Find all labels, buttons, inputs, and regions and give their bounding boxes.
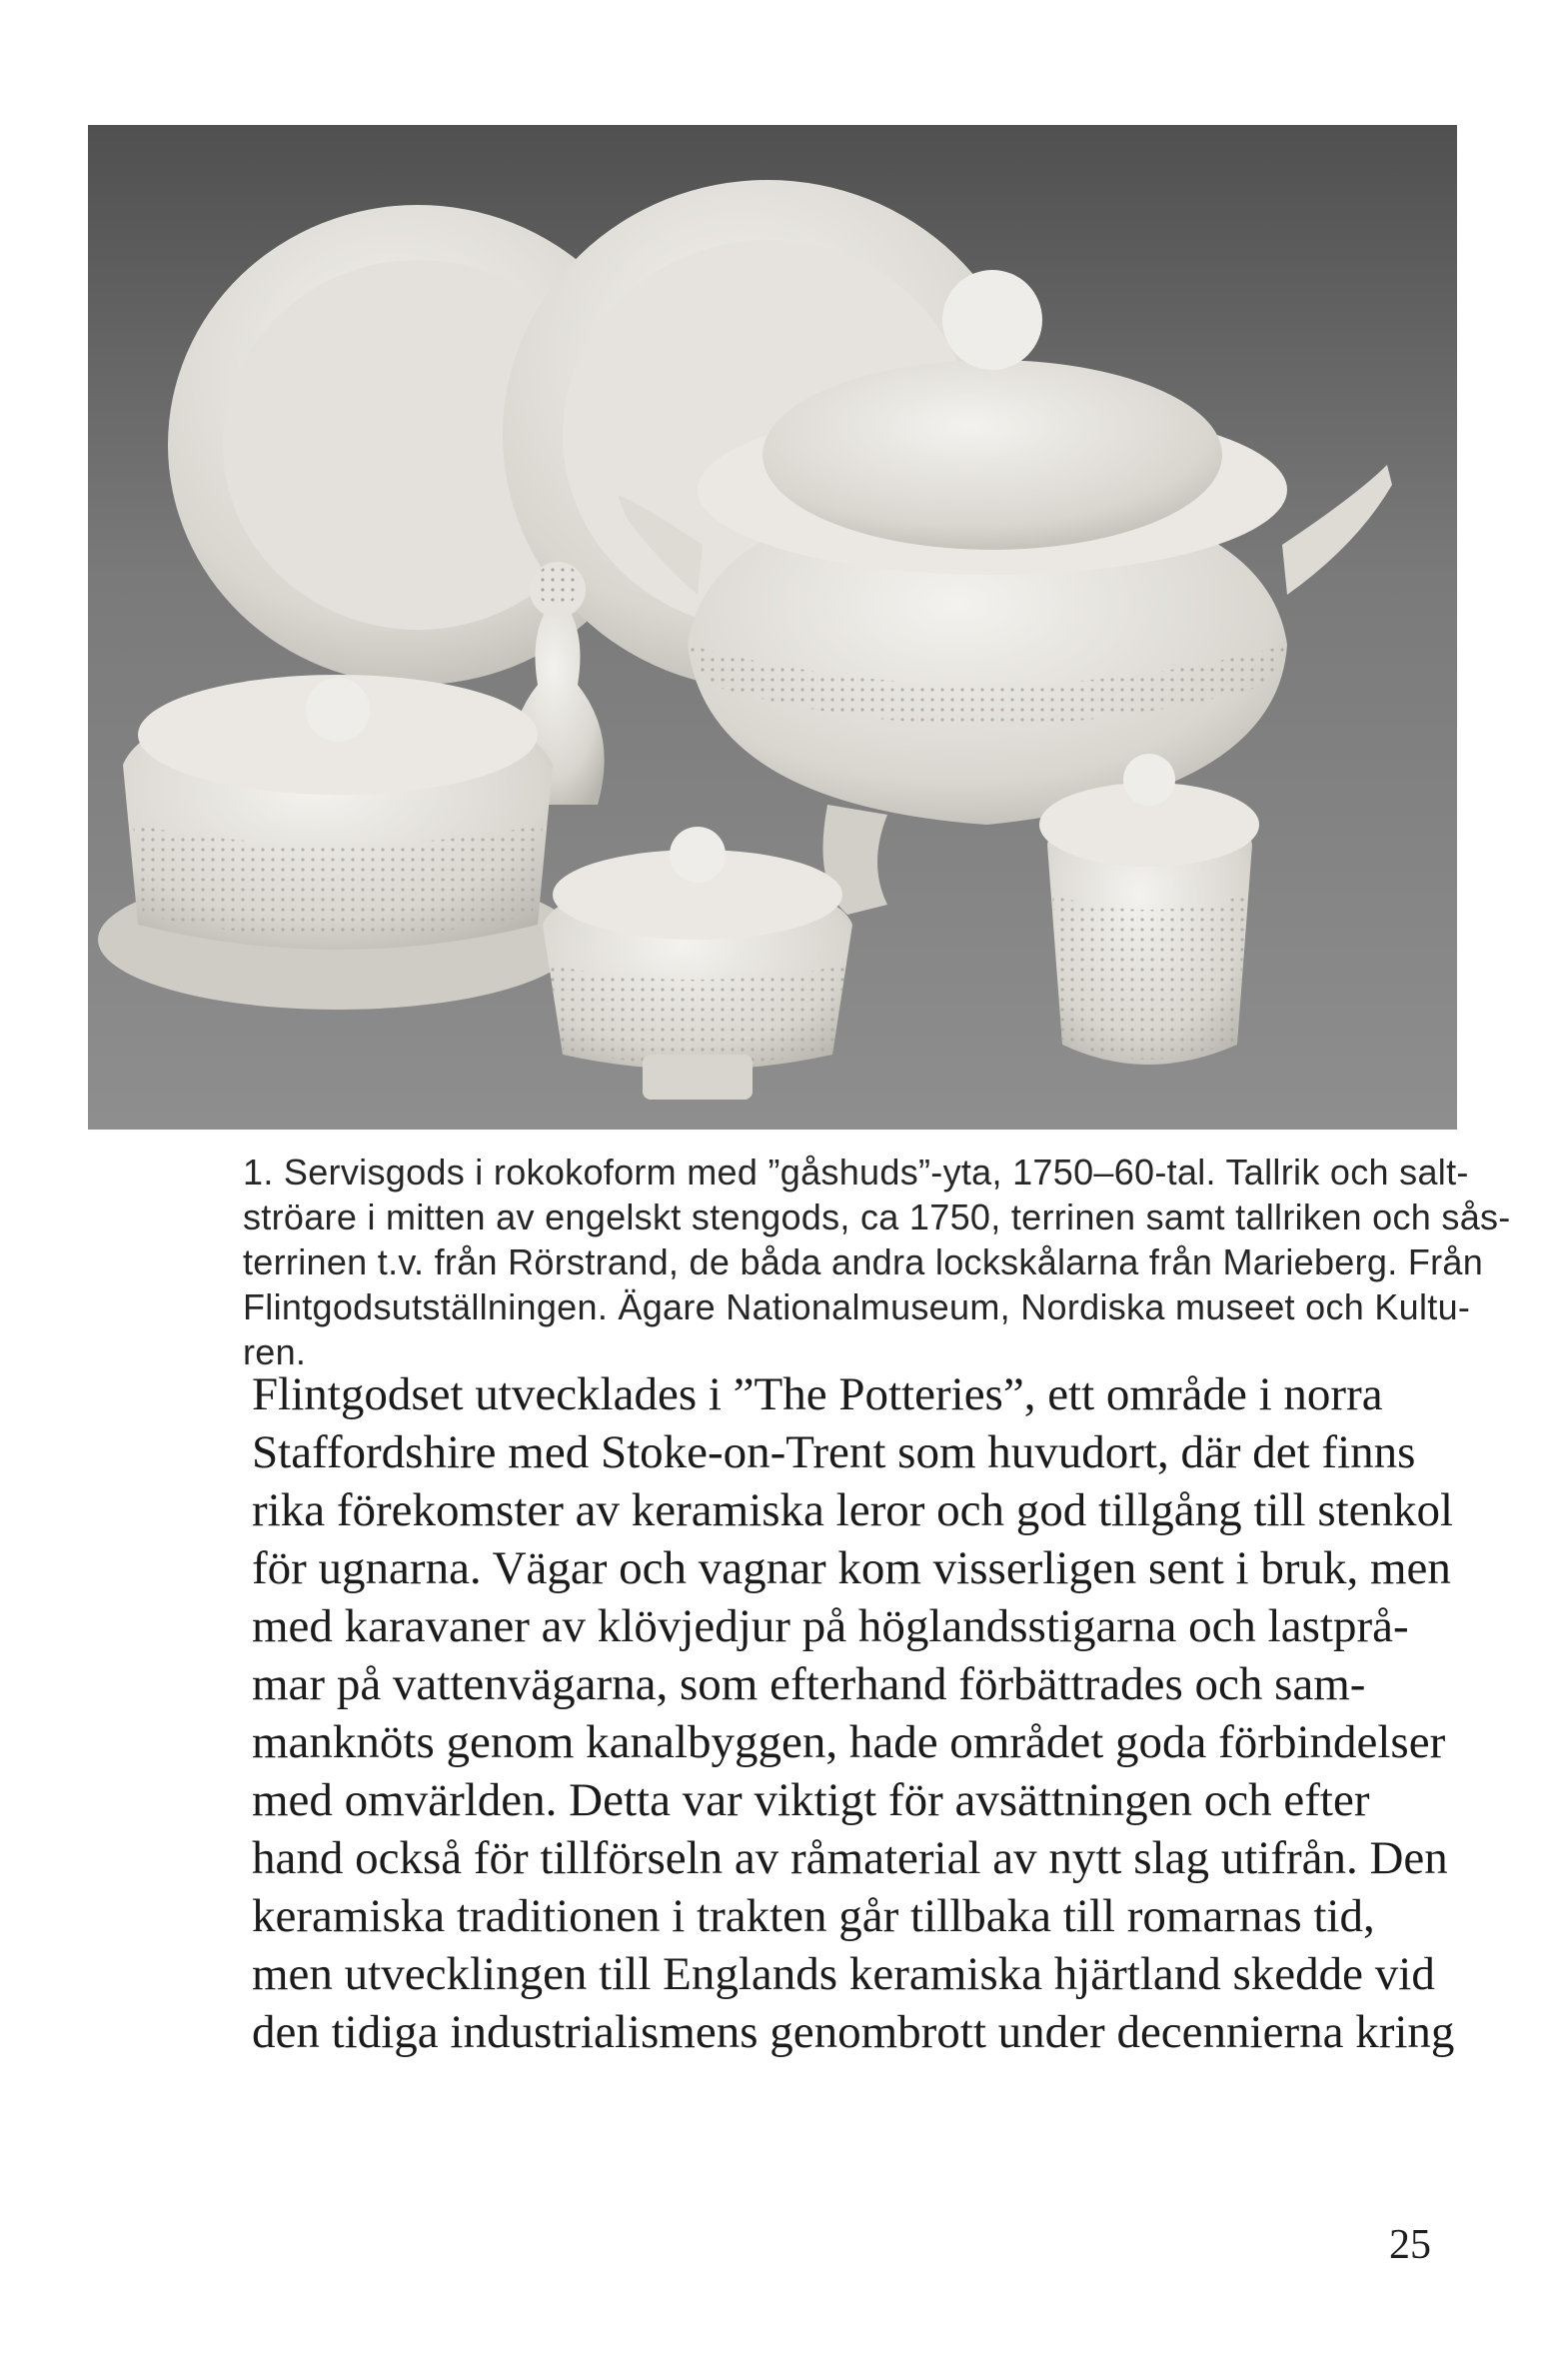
- figure-caption: [243, 1150, 1511, 1374]
- body-paragraph: [252, 1365, 1455, 2061]
- caption-line: terrinen t.v. från Rörstrand, de båda andra lockskålarna från Marieberg. Från: [243, 1241, 1484, 1282]
- middle-lidded-bowl: [543, 827, 852, 1100]
- caption-line: Flintgodsutställningen. Ägare Nationalmuseum, Nordiska museet och Kultu-: [243, 1286, 1471, 1327]
- body-line: den tidiga industrialismens genombrott under decennierna kring: [252, 2006, 1455, 2058]
- left-sauce-tureen: [98, 675, 578, 1010]
- body-line: med karavaner av klövjedjur på höglandsstigarna och lastprå-: [252, 1600, 1409, 1652]
- caption-line: 1. Servisgods i rokokoform med ”gåshuds”-yta, 1750–60-tal. Tallrik och salt-: [243, 1152, 1469, 1192]
- body-line: mar på vattenvägarna, som efterhand förbättrades och sam-: [252, 1658, 1366, 1710]
- figure-photo-creamware-service: [88, 125, 1457, 1130]
- body-line: med omvärlden. Detta var viktigt för avsättningen och efter: [252, 1774, 1370, 1826]
- body-line: för ugnarna. Vägar och vagnar kom visserligen sent i bruk, men: [252, 1542, 1451, 1594]
- body-line: men utvecklingen till Englands keramiska hjärtland skedde vid: [252, 1948, 1435, 2000]
- caption-line: ströare i mitten av engelskt stengods, ca 1750, terrinen samt tallriken och sås-: [243, 1196, 1511, 1237]
- body-line: Flintgodset utvecklades i ”The Potteries”, ett område i norra: [252, 1368, 1383, 1420]
- body-line: hand också för tillförseln av råmaterial av nytt slag utifrån. Den: [252, 1832, 1448, 1884]
- body-line: rika förekomster av keramiska leror och god tillgång till stenkol: [252, 1484, 1454, 1536]
- photo-illustration: [88, 125, 1457, 1130]
- body-line: keramiska traditionen i trakten går tillbaka till romarnas tid,: [252, 1890, 1375, 1942]
- page-number: 25: [1389, 2222, 1431, 2268]
- right-lidded-cup: [1039, 754, 1259, 1065]
- body-line: manknöts genom kanalbyggen, hade området goda förbindelser: [252, 1716, 1446, 1768]
- caption-line: ren.: [243, 1331, 307, 1372]
- body-line: Staffordshire med Stoke-on-Trent som huvudort, där det finns: [252, 1426, 1416, 1478]
